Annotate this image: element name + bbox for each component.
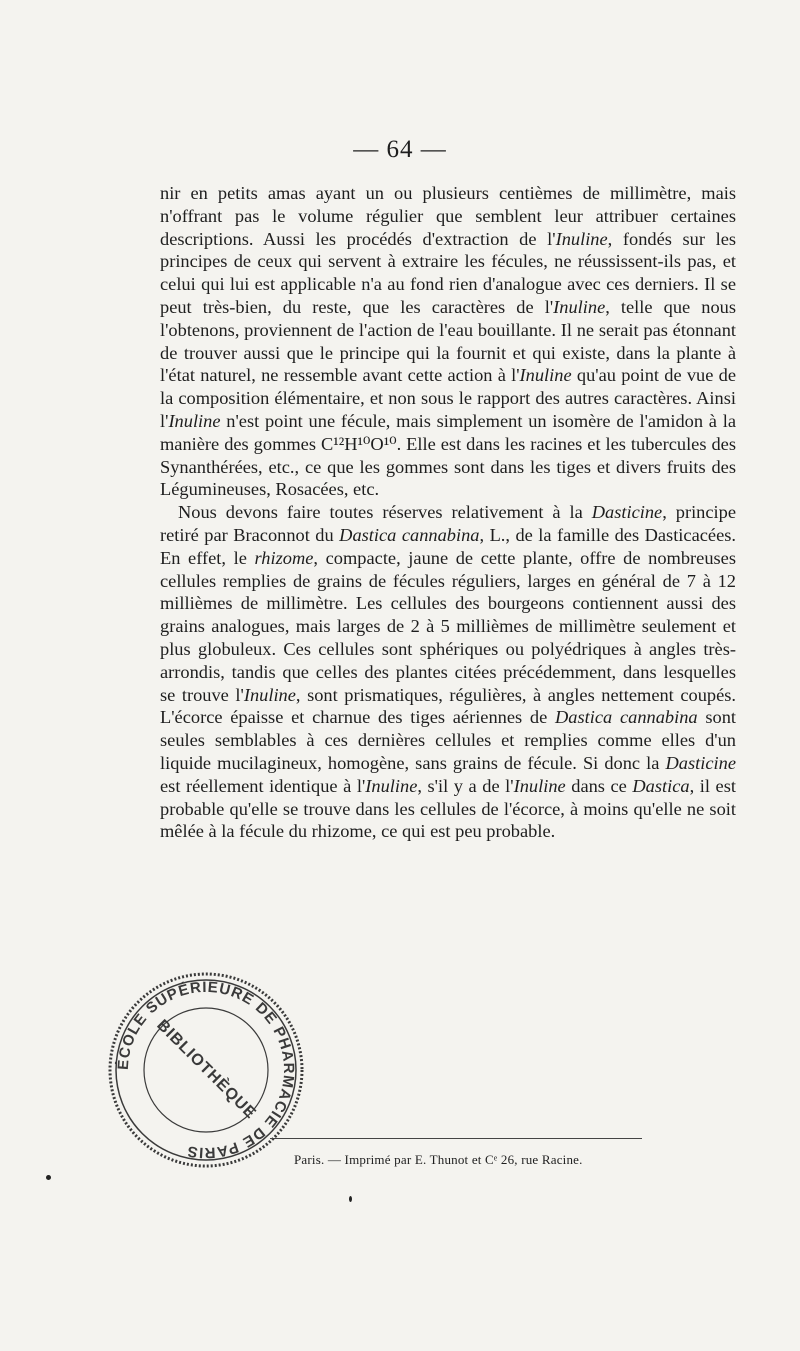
body-text xyxy=(160,182,736,843)
printer-imprint: Paris. — Imprimé par E. Thunot et Cᵉ 26, rue Racine. xyxy=(294,1152,583,1167)
italic-term: rhizome xyxy=(254,547,314,568)
text-run: , fondés sur les principes de ceux qui servent à extraire les fécules, ne réussissent-ils pas, et celui qui lui est applicable n'a au fond rien d'analogue avec ces derniers. Il se peut très-bien, du reste, que les caractères de l' xyxy=(160,228,737,317)
text-run: , telle que nous l'obtenons, proviennent de l'action de l'eau bouillante. Il ne serait pas étonnant de trouver aussi que le principe qui la fournit et qui existe, dans la plante à l'état naturel, ne ressemble avant cette action à l' xyxy=(160,296,736,386)
italic-term: Inuline xyxy=(555,228,608,249)
italic-term: Dasticine xyxy=(665,752,736,773)
italic-term: Inuline xyxy=(553,296,606,317)
text-run: , il est probable qu'elle se trouve dans les cellules de l'écorce, à moins qu'elle ne soit mêlée à la fécule du rhizome, ce qui est peu probable. xyxy=(160,775,736,842)
paragraph xyxy=(160,501,736,843)
stamp-ring-text: ÉCOLE SUPÉRIEURE DE PHARMACIE DE PARIS xyxy=(114,978,298,1162)
text-run: dans ce xyxy=(565,775,633,796)
paragraph xyxy=(160,182,736,501)
text-run: , s'il y a de l' xyxy=(417,775,514,796)
italic-term: Inuline xyxy=(519,365,572,386)
text-run: , L., de la famille des Dasticacées. En effet, le xyxy=(160,524,736,568)
page-number: — 64 — xyxy=(353,136,447,163)
text-run: n'est point une fécule, mais simplement un isomère de l'amidon à la manière des gommes C¹²H¹⁰O¹⁰. Elle est dans les racines et les tubercules des Synanthérées, etc., ce que les gommes sont dans les tiges et divers fruits des Légumineuses, Rosacées, etc. xyxy=(160,410,736,500)
italic-term: Inuline xyxy=(243,684,296,705)
text-run: , compacte, jaune de cette plante, offre de nombreuses cellules remplies de grains de fécules réguliers, larges en général de 7 à 12 millièmes de millimètre. Les cellules des bourgeons contiennent aussi des grains analogues, mais larges de 2 à 5 millièmes de millimètre seulement et plus globuleux. Ces cellules sont sphériques ou polyédriques à angles très-arrondis, tandis que celles des plantes citées précédemment, dans lesquelles se trouve l' xyxy=(160,547,736,705)
library-stamp xyxy=(106,970,306,1170)
margin-dot xyxy=(46,1175,51,1180)
text-run: nir en petits amas ayant un ou plusieurs centièmes de millimètre, mais n'offrant pas le volume régulier que semblent leur attribuer certaines descriptions. Aussi les procédés d'extraction de l' xyxy=(160,183,736,249)
text-run: , sont prismatiques, régulières, à angles nettement coupés. L'écorce épaisse et charnue des tiges aériennes de xyxy=(160,684,736,728)
italic-term: Dastica cannabina xyxy=(555,707,698,728)
footer-rule xyxy=(270,1138,642,1139)
margin-dot xyxy=(349,1196,352,1202)
italic-term: Dastica xyxy=(632,775,690,796)
text-run: qu'au point de vue de la composition élémentaire, et non sous le rapport des autres caractères. Ainsi l' xyxy=(160,365,737,431)
stamp-center-text: BIBLIOTHÈQUE xyxy=(153,1016,260,1123)
italic-term: Inuline xyxy=(365,775,418,796)
text-run: est réellement identique à l' xyxy=(160,775,366,796)
text-run: Nous devons faire toutes réserves relativement à la xyxy=(178,502,592,523)
text-run: , principe retiré par Braconnot du xyxy=(160,502,737,545)
italic-term: Dastica cannabina xyxy=(339,524,480,545)
italic-term: Dasticine xyxy=(591,502,663,523)
text-run: sont seules semblables à ces dernières cellules et remplies comme elles d'un liquide mucilagineux, homogène, sans grains de fécule. Si donc la xyxy=(160,707,737,773)
italic-term: Inuline xyxy=(513,775,566,796)
italic-term: Inuline xyxy=(168,410,221,431)
